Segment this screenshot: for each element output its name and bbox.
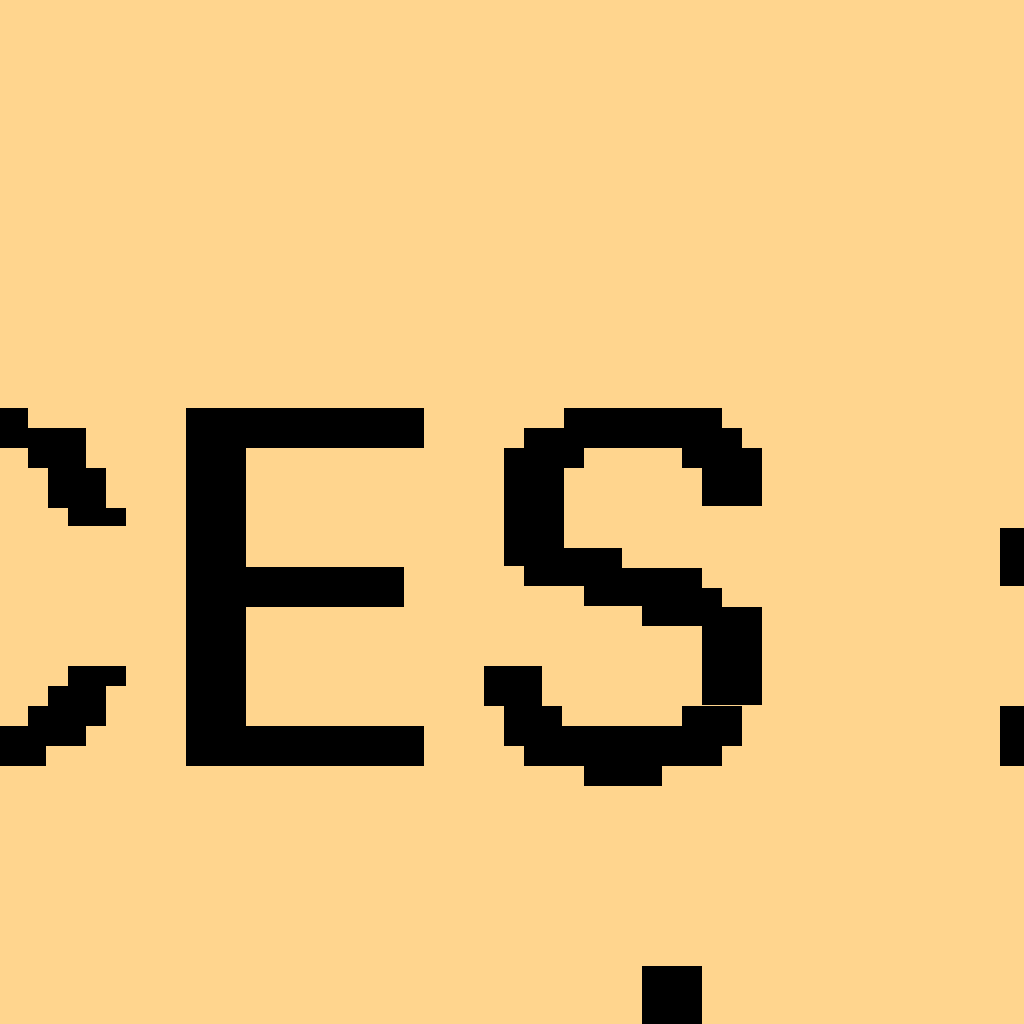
glyph-colon-partial bbox=[1000, 528, 1024, 766]
glyph-e bbox=[186, 408, 424, 766]
glyph-bottom-partial bbox=[642, 966, 702, 1024]
glyph-s bbox=[484, 408, 762, 786]
glyph-c-partial bbox=[0, 408, 126, 766]
